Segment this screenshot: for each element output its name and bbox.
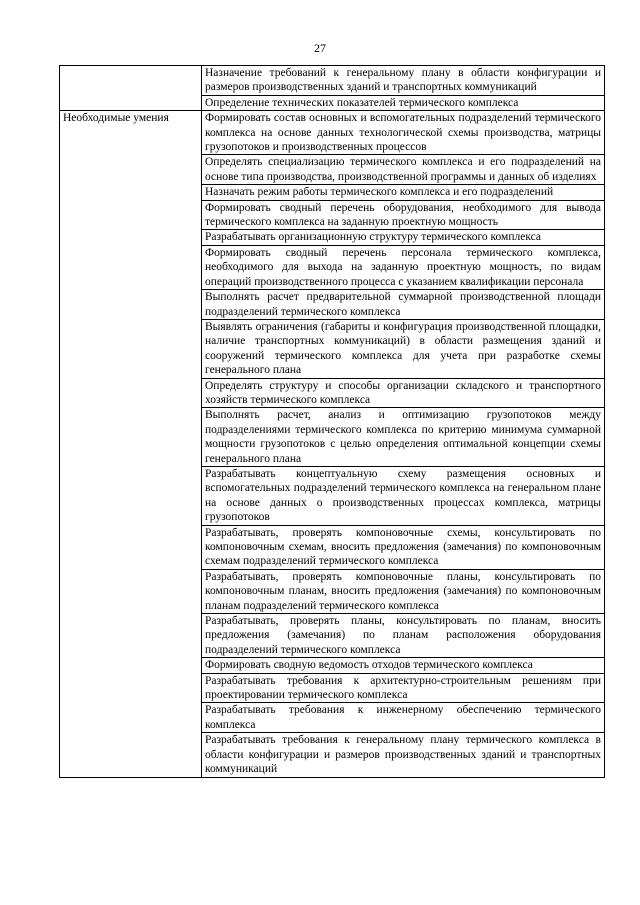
table-cell-text: Разрабатывать требования к генеральному плану термического комплекса в области конфигурации и размеров производственных зданий и транспортных коммуникаций [202, 733, 605, 777]
page-number: 27 [314, 41, 326, 55]
table-cell-text: Разрабатывать, проверять компоновочные схемы, консультировать по компоновочным схемам, вносить предложения (замечания) по компоновочным схемам подразделений термического комплекса [202, 525, 605, 569]
table-cell-text: Разрабатывать требования к инженерному обеспечению термического комплекса [202, 703, 605, 733]
table-cell-text: Формировать сводный перечень оборудования, необходимого для вывода термического комплекса на заданную проектную мощность [202, 200, 605, 230]
table-cell-text: Определять структуру и способы организации складского и транспортного хозяйств термического комплекса [202, 378, 605, 408]
table-row [60, 66, 605, 96]
table-cell-text: Определять специализацию термического комплекса и его подразделений на основе типа производства, производственной программы и данных об изделиях [202, 155, 605, 185]
qualification-table [59, 65, 605, 778]
empty-label-cell [60, 66, 202, 111]
table-cell-text: Определение технических показателей термического комплекса [202, 95, 605, 110]
table-cell-text: Разрабатывать требования к архитектурно-строительным решениям при проектировании термического комплекса [202, 673, 605, 703]
table-cell-text: Выполнять расчет предварительной суммарной производственной площади подразделений термического комплекса [202, 290, 605, 320]
table-cell-text: Разрабатывать, проверять компоновочные планы, консультировать по компоновочным планам, вносить предложения (замечания) по компоновочным планам подразделений термического комплекса [202, 569, 605, 613]
table-cell-text: Формировать сводную ведомость отходов термического комплекса [202, 658, 605, 673]
table-row [60, 111, 605, 155]
table-cell-text: Разрабатывать концептуальную схему размещения основных и вспомогательных подразделений термического комплекса на генеральном плане на основе данных о производственных процессах комплекса, матрицы грузопотоков [202, 466, 605, 525]
table-cell-text: Разрабатывать, проверять планы, консультировать по планам, вносить предложения (замечания) по планам расположения оборудования подразделений термического комплекса [202, 614, 605, 658]
table-body [60, 66, 605, 778]
table-cell-text: Назначать режим работы термического комплекса и его подразделений [202, 185, 605, 200]
table-cell-text: Формировать состав основных и вспомогательных подразделений термического комплекса на основе данных технологической схемы производства, матрицы грузопотоков и производственных процессов [202, 111, 605, 155]
table-cell-text: Выполнять расчет, анализ и оптимизацию грузопотоков между подразделениями термического комплекса по критерию минимума суммарной мощности грузопотоков с целью определения оптимальной концепции схемы генерального плана [202, 408, 605, 467]
table-cell-text: Выявлять ограничения (габариты и конфигурация производственной площадки, наличие транспортных коммуникаций) в области размещения зданий и сооружений термического комплекса для учета при разработке схемы генерального плана [202, 319, 605, 378]
table-cell-text: Назначение требований к генеральному плану в области конфигурации и размеров производственных зданий и транспортных коммуникаций [202, 66, 605, 96]
skills-label: Необходимые умения [60, 111, 202, 777]
table-cell-text: Формировать сводный перечень персонала термического комплекса, необходимого для выхода на заданную проектную мощность, по видам операций производственного процесса с указанием квалификации персонала [202, 245, 605, 289]
table-cell-text: Разрабатывать организационную структуру термического комплекса [202, 230, 605, 245]
